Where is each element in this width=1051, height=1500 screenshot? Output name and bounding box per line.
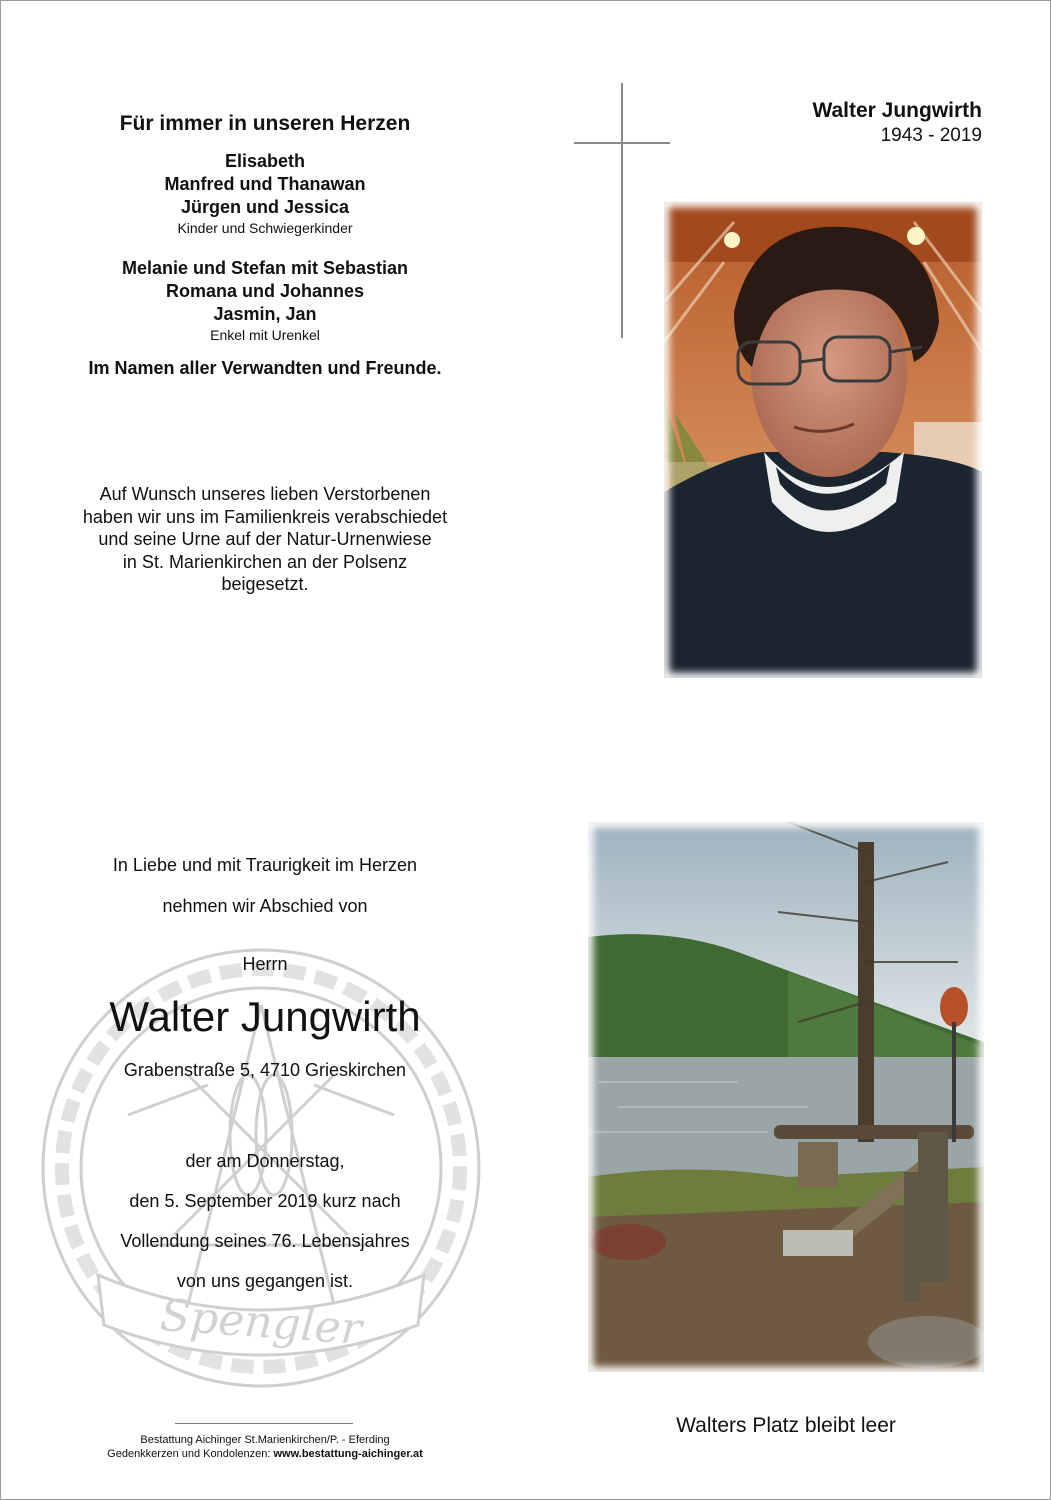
wish-line: in St. Marienkirchen an der Polsenz <box>122 551 408 572</box>
grandchild-line: Romana und Johannes <box>165 281 365 301</box>
portrait-image <box>664 202 982 678</box>
wish-line: und seine Urne auf der Natur-Urnenwiese <box>98 529 432 549</box>
landscape-photo <box>588 822 984 1372</box>
emblem-banner: Spengler <box>158 1290 364 1355</box>
condolence-link[interactable]: www.bestattung-aichinger.at <box>273 1448 423 1460</box>
photo-caption: Walters Platz bleibt leer <box>676 1414 896 1437</box>
wish-line: beigesetzt. <box>221 574 309 594</box>
wish-text <box>40 483 490 596</box>
child-line: Jürgen und Jessica <box>180 197 350 217</box>
deceased-years: 1943 - 2019 <box>880 125 982 146</box>
funeral-home: Bestattung Aichinger St.Marienkirchen/P. - Eferding <box>140 1434 390 1446</box>
grandchild-line: Melanie und Stefan mit Sebastian <box>121 258 409 278</box>
wish-line: Auf Wunsch unseres lieben Verstorbenen <box>99 484 431 504</box>
death-line: von uns gegangen ist. <box>176 1271 354 1291</box>
wish-line: haben wir uns im Familienkreis verabschiedet <box>82 506 448 527</box>
condolence-line <box>40 1447 490 1461</box>
children-label: Kinder und Schwiegerkinder <box>177 220 353 236</box>
deceased-name: Walter Jungwirth <box>812 99 982 122</box>
grandchildren-label: Enkel mit Urenkel <box>210 327 320 343</box>
child-line: Elisabeth <box>224 151 306 171</box>
death-line: Vollendung seines 76. Lebensjahres <box>120 1231 410 1251</box>
announcement-line: In Liebe und mit Traurigkeit im Herzen <box>112 855 418 875</box>
family-block <box>40 112 490 379</box>
heading: Für immer in unseren Herzen <box>119 112 411 135</box>
deceased-name-large: Walter Jungwirth <box>109 993 421 1040</box>
salutation: Herrn <box>242 954 288 974</box>
death-line: den 5. September 2019 kurz nach <box>129 1191 401 1211</box>
deceased-address: Grabenstraße 5, 4710 Grieskirchen <box>123 1060 407 1080</box>
landscape-image <box>588 822 984 1372</box>
deceased-header <box>812 98 982 148</box>
condolence-label: Gedenkkerzen und Kondolenzen: <box>107 1448 274 1460</box>
portrait-photo <box>664 202 982 678</box>
death-line: der am Donnerstag, <box>185 1151 345 1171</box>
grandchild-line: Jasmin, Jan <box>213 304 317 324</box>
child-line: Manfred und Thanawan <box>164 174 366 194</box>
cross-icon <box>621 83 623 338</box>
closing-line: Im Namen aller Verwandten und Freunde. <box>88 358 442 378</box>
announcement-line: nehmen wir Abschied von <box>162 896 368 916</box>
cross-bar <box>574 142 670 144</box>
footer-divider <box>175 1423 353 1424</box>
